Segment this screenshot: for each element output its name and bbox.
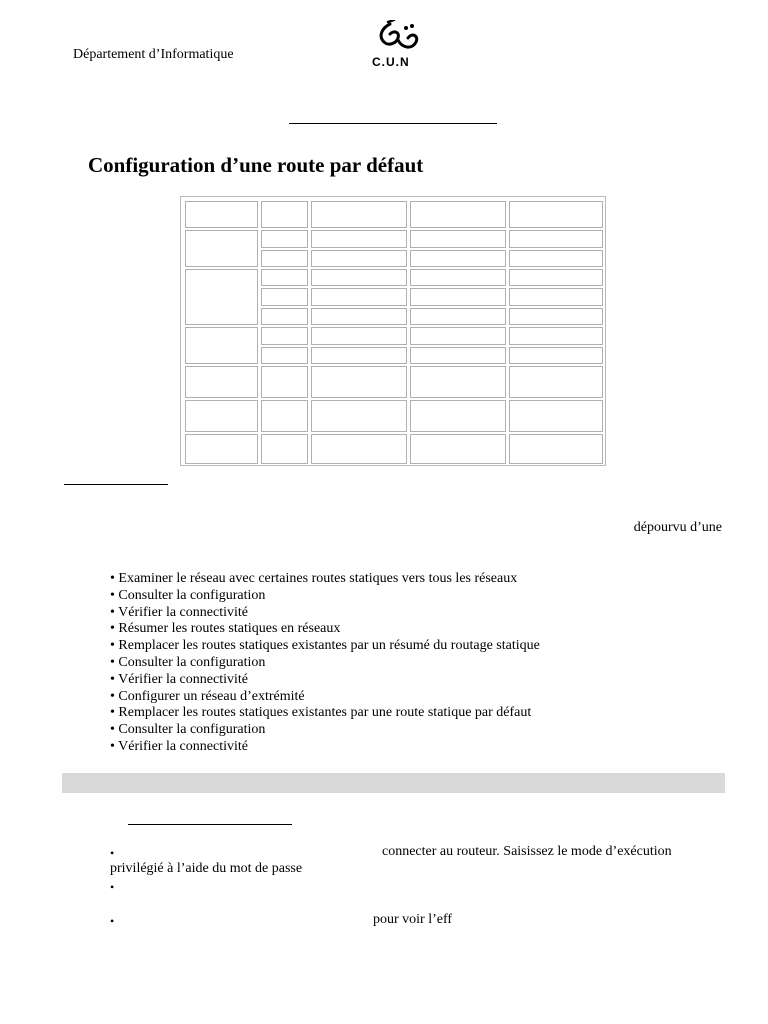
table-cell	[185, 201, 258, 228]
table-cell	[261, 230, 308, 248]
task-item: • Consulter la configuration	[110, 654, 266, 670]
table-cell	[509, 434, 603, 464]
table-cell	[261, 308, 308, 325]
table-cell	[311, 347, 407, 364]
table-cell	[311, 288, 407, 306]
table-cell	[261, 400, 308, 432]
table-cell	[509, 250, 603, 267]
table-cell	[311, 230, 407, 248]
table-cell	[509, 230, 603, 248]
table-cell	[311, 308, 407, 325]
table-cell	[261, 327, 308, 345]
table-cell	[410, 366, 506, 398]
table-cell	[185, 230, 258, 267]
step-bullet: •	[110, 846, 115, 860]
university-logo	[368, 20, 428, 72]
step-bullet: •	[110, 880, 115, 894]
table-cell	[185, 400, 258, 432]
table-cell	[410, 327, 506, 345]
step-bullet: •	[110, 914, 115, 928]
table-cell	[311, 250, 407, 267]
table-cell	[261, 201, 308, 228]
task-item: • Remplacer les routes statiques existantes par une route statique par défaut	[110, 705, 532, 721]
university-logo-icon	[368, 20, 428, 56]
table-cell	[509, 288, 603, 306]
table-cell	[311, 201, 407, 228]
task-item: • Remplacer les routes statiques existantes par un résumé du routage statique	[110, 638, 540, 654]
task-item: • Résumer les routes statiques en réseaux	[110, 621, 341, 637]
step1-continuation: privilégié à l’aide du mot de passe	[110, 861, 303, 876]
table-cell	[261, 434, 308, 464]
section-underline	[64, 484, 168, 485]
task-item: • Vérifier la connectivité	[110, 604, 248, 620]
table-cell	[185, 366, 258, 398]
table-cell	[410, 201, 506, 228]
table-cell	[261, 269, 308, 286]
addressing-table	[180, 196, 606, 466]
table-cell	[410, 250, 506, 267]
table-cell	[410, 347, 506, 364]
table-cell	[261, 288, 308, 306]
table-cell	[509, 347, 603, 364]
task-item: • Vérifier la connectivité	[110, 671, 248, 687]
objective-fragment: dépourvu d’une	[633, 520, 722, 535]
table-cell	[311, 269, 407, 286]
table-cell	[311, 327, 407, 345]
step1-text: connecter au routeur. Saisissez le mode d’exécution	[382, 844, 672, 859]
task-item: • Configurer un réseau d’extrémité	[110, 688, 305, 704]
table-cell	[261, 366, 308, 398]
task-item: • Examiner le réseau avec certaines routes statiques vers tous les réseaux	[110, 571, 518, 586]
table-cell	[311, 400, 407, 432]
table-cell	[410, 288, 506, 306]
table-cell	[261, 347, 308, 364]
table-cell	[311, 366, 407, 398]
task-item: • Consulter la configuration	[110, 722, 266, 738]
table-cell	[261, 250, 308, 267]
table-cell	[410, 434, 506, 464]
step3-text: pour voir l’eff	[373, 912, 453, 927]
table-cell	[410, 308, 506, 325]
table-cell	[509, 400, 603, 432]
table-cell	[410, 269, 506, 286]
table-cell	[509, 366, 603, 398]
task-list	[110, 571, 540, 756]
table-cell	[509, 201, 603, 228]
table-cell	[185, 327, 258, 364]
task-item: • Consulter la configuration	[110, 587, 266, 603]
step-underline	[128, 824, 292, 825]
task-item: • Vérifier la connectivité	[110, 738, 248, 754]
table-cell	[509, 327, 603, 345]
page-title: Configuration d’une route par défaut	[88, 153, 424, 177]
table-cell	[410, 400, 506, 432]
table-cell	[185, 434, 258, 464]
header-divider	[289, 123, 497, 124]
logo-text: C.U.N	[372, 55, 410, 69]
table-cell	[509, 269, 603, 286]
department-label: Département d’Informatique	[73, 47, 234, 62]
table-cell	[509, 308, 603, 325]
section-header-bar	[62, 773, 725, 793]
table-cell	[311, 434, 407, 464]
table-cell	[410, 230, 506, 248]
table-cell	[185, 269, 258, 325]
